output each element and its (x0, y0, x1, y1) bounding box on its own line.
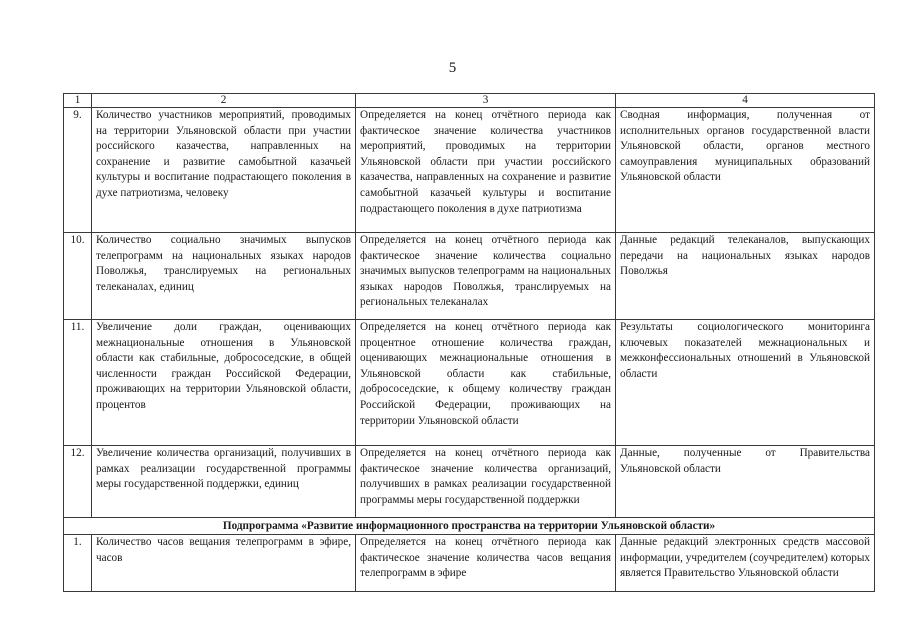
indicator-cell: Количество участников мероприятий, проводимых на территории Ульяновской области при участии российского казачества, направленных на сохранение и развитие самобытной казачьей культуры и воспитание подрастающего поколения в духе патриотизма, человеку (92, 108, 356, 233)
header-cell-2: 2 (92, 94, 356, 108)
page-number: 5 (448, 60, 457, 76)
table-row (64, 108, 875, 233)
source-cell: Результаты социологического мониторинга ключевых показателей межнациональных и межконфессиональных отношений в Ульяновской области (616, 320, 875, 446)
table-row (64, 320, 875, 446)
header-cell-4: 4 (616, 94, 875, 108)
method-cell: Определяется на конец отчётного периода как фактическое значение количества организаций, получивших в рамках реализации государственной программы меры государственной поддержки (356, 446, 616, 518)
row-number: 10. (64, 233, 92, 320)
indicator-cell: Количество социально значимых выпусков телепрограмм на национальных языках народов Поволжья, транслируемых на региональных телеканалах, единиц (92, 233, 356, 320)
source-cell: Сводная информация, полученная от исполнительных органов государственной власти Ульяновской области, органов местного самоуправления муниципальных образований Ульяновской области (616, 108, 875, 233)
method-cell: Определяется на конец отчётного периода как фактическое значение количества участников мероприятий, проводимых на территории Ульяновской области при участии российского казачества, направленных на сохранение и развитие самобытной казачьей культуры и воспитание подрастающего поколения в духе патриотизма (356, 108, 616, 233)
subprogram-heading-row (64, 518, 875, 535)
source-cell: Данные редакций электронных средств массовой информации, учредителем (соучредителем) которых является Правительство Ульяновской области (616, 535, 875, 592)
source-cell: Данные редакций телеканалов, выпускающих передачи на национальных языках народов Поволжья (616, 233, 875, 320)
row-number: 1. (64, 535, 92, 592)
table-header-row (64, 94, 875, 108)
row-number: 12. (64, 446, 92, 518)
row-number: 9. (64, 108, 92, 233)
method-cell: Определяется на конец отчётного периода как процентное отношение количества граждан, оценивающих межнациональные отношения в Ульяновской области как стабильные, добрососедские, к общему количеству граждан Российской Федерации, проживающих на территории Ульяновской области (356, 320, 616, 446)
indicators-table (63, 93, 875, 592)
subprogram-title: Подпрограмма «Развитие информационного пространства на территории Ульяновской области» (64, 518, 875, 535)
header-cell-3: 3 (356, 94, 616, 108)
indicator-cell: Увеличение количества организаций, получивших в рамках реализации государственной программы меры государственной поддержки, единиц (92, 446, 356, 518)
table-row (64, 233, 875, 320)
table-row (64, 446, 875, 518)
source-cell: Данные, полученные от Правительства Ульяновской области (616, 446, 875, 518)
indicator-cell: Увеличение доли граждан, оценивающих межнациональные отношения в Ульяновской области как стабильные, добрососедские, в общей численности граждан Российской Федерации, проживающих на территории Ульяновской области, процентов (92, 320, 356, 446)
header-cell-1: 1 (64, 94, 92, 108)
method-cell: Определяется на конец отчётного периода как фактическое значение количества часов вещания телепрограмм в эфире (356, 535, 616, 592)
method-cell: Определяется на конец отчётного периода как фактическое значение количества социально значимых выпусков телепрограмм на национальных языках народов Поволжья, транслируемых на региональных телеканалах (356, 233, 616, 320)
row-number: 11. (64, 320, 92, 446)
indicator-cell: Количество часов вещания телепрограмм в эфире, часов (92, 535, 356, 592)
table-row (64, 535, 875, 592)
